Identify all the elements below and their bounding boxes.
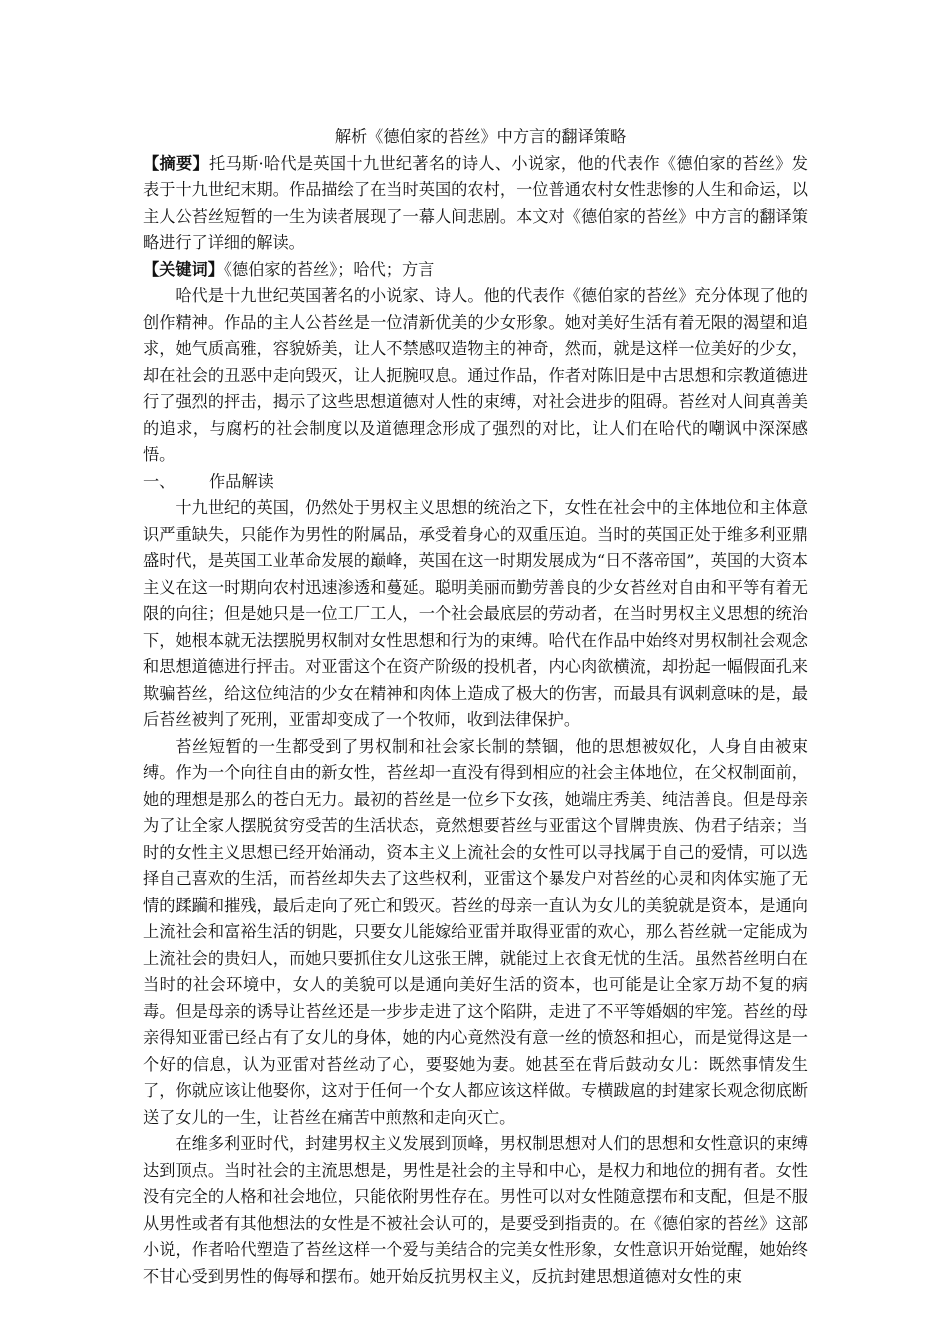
abstract-text: 托马斯·哈代是英国十九世纪著名的诗人、小说家，他的代表作《德伯家的苔丝》发表于十九世纪末期。作品描绘了在当时英国的农村，一位普通农村女性悲惨的人生和命运，以主人公苔丝短暂的一生为读者展现了一幕人间悲剧。本文对《德伯家的苔丝》中方言的翻译策略进行了详细的解读。 bbox=[143, 153, 808, 252]
section-title: 作品解读 bbox=[209, 471, 274, 491]
abstract-label: 【摘要】 bbox=[143, 153, 209, 173]
intro-paragraph: 哈代是十九世纪英国著名的小说家、诗人。他的代表作《德伯家的苔丝》充分体现了他的创作精神。作品的主人公苔丝是一位清新优美的少女形象。她对美好生活有着无限的渴望和追求，她气质高雅，容貌娇美，让人不禁感叹造物主的神奇，然而，就是这样一位美好的少女，却在社会的丑恶中走向毁灭，让人扼腕叹息。通过作品，作者对陈旧是中古思想和宗教道德进行了强烈的抨击，揭示了这些思想道德对人性的束缚，对社会进步的阻碍。苔丝对人间真善美的追求，与腐朽的社会制度以及道德理念形成了强烈的对比，让人们在哈代的嘲讽中深深感悟。 bbox=[143, 286, 808, 464]
abstract bbox=[143, 151, 808, 257]
section-number: 一、 bbox=[143, 471, 176, 491]
keywords bbox=[143, 257, 808, 284]
body-paragraph: 在维多利亚时代，封建男权主义发展到顶峰，男权制思想对人们的思想和女性意识的束缚达到顶点。当时社会的主流思想是，男性是社会的主导和中心，是权力和地位的拥有者。女性没有完全的人格和社会地位，只能依附男性存在。男性可以对女性随意摆布和支配，但是不服从男性或者有其他想法的女性是不被社会认可的，是要受到指责的。在《德伯家的苔丝》这部小说，作者哈代塑造了苔丝这样一个爱与美结合的完美女性形象，女性意识开始觉醒，她始终不甘心受到男性的侮辱和摆布。她开始反抗男权主义，反抗封建思想道德对女性的束 bbox=[143, 1134, 808, 1286]
document-page bbox=[143, 124, 808, 1290]
keywords-label: 【关键词】 bbox=[143, 259, 224, 279]
body-paragraph: 十九世纪的英国，仍然处于男权主义思想的统治之下，女性在社会中的主体地位和主体意识严重缺失，只能作为男性的附属品，承受着身心的双重压迫。当时的英国正处于维多利亚鼎盛时代，是英国工业革命发展的巅峰，英国在这一时期发展成为“日不落帝国”，英国的大资本主义在这一时期向农村迅速渗透和蔓延。聪明美丽而勤劳善良的少女苔丝对自由和平等有着无限的向往；但是她只是一位工厂工人，一个社会最底层的劳动者，在当时男权主义思想的统治下，她根本就无法摆脱男权制对女性思想和行为的束缚。哈代在作品中始终对男权制社会观念和思想道德进行抨击。对亚雷这个在资产阶级的投机者，内心肉欲横流，却扮起一幅假面孔来欺骗苔丝，给这位纯洁的少女在精神和肉体上造成了极大的伤害，而最具有讽刺意味的是，最后苔丝被判了死刑，亚雷却变成了一个牧师，收到法律保护。 bbox=[143, 498, 808, 729]
section-heading bbox=[143, 469, 808, 496]
keywords-text: 《德伯家的苔丝》；哈代；方言 bbox=[223, 259, 435, 279]
document-title: 解析《德伯家的苔丝》中方言的翻译策略 bbox=[334, 127, 627, 146]
body-paragraph: 苔丝短暂的一生都受到了男权制和社会家长制的禁锢，他的思想被奴化，人身自由被束缚。作为一个向往自由的新女性，苔丝却一直没有得到相应的社会主体地位，在父权制面前，她的理想是那么的苍白无力。最初的苔丝是一位乡下女孩，她端庄秀美、纯洁善良。但是母亲为了让全家人摆脱贫穷受苦的生活状态，竟然想要苔丝与亚雷这个冒牌贵族、伪君子结亲；当时的女性主义思想已经开始涌动，资本主义上流社会的女性可以寻找属于自己的爱情，可以选择自己喜欢的生活，而苔丝却失去了这些权利，亚雷这个暴发户对苔丝的心灵和肉体实施了无情的蹂躏和摧残，最后走向了死亡和毁灭。苔丝的母亲一直认为女儿的美貌就是资本，是通向上流社会和富裕生活的钥匙，只要女儿能嫁给亚雷并取得亚雷的欢心，那么苔丝就一定能成为上流社会的贵妇人，而她只要抓住女儿这张王牌，就能过上衣食无忧的生活。虽然苔丝明白在当时的社会环境中，女人的美貌可以是通向美好生活的资本，也可能是让全家万劫不复的病毒。但是母亲的诱导让苔丝还是一步步走进了这个陷阱，走进了不平等婚姻的牢笼。苔丝的母亲得知亚雷已经占有了女儿的身体，她的内心竟然没有意一丝的愤怒和担心，而是觉得这是一个好的信息，认为亚雷对苔丝动了心，要娶她为妻。她甚至在背后鼓动女儿：既然事情发生了，你就应该让他娶你，这对于任何一个女人都应该这样做。专横跋扈的封建家长观念彻底断送了女儿的一生，让苔丝在痛苦中煎熬和走向灭亡。 bbox=[143, 736, 808, 1127]
